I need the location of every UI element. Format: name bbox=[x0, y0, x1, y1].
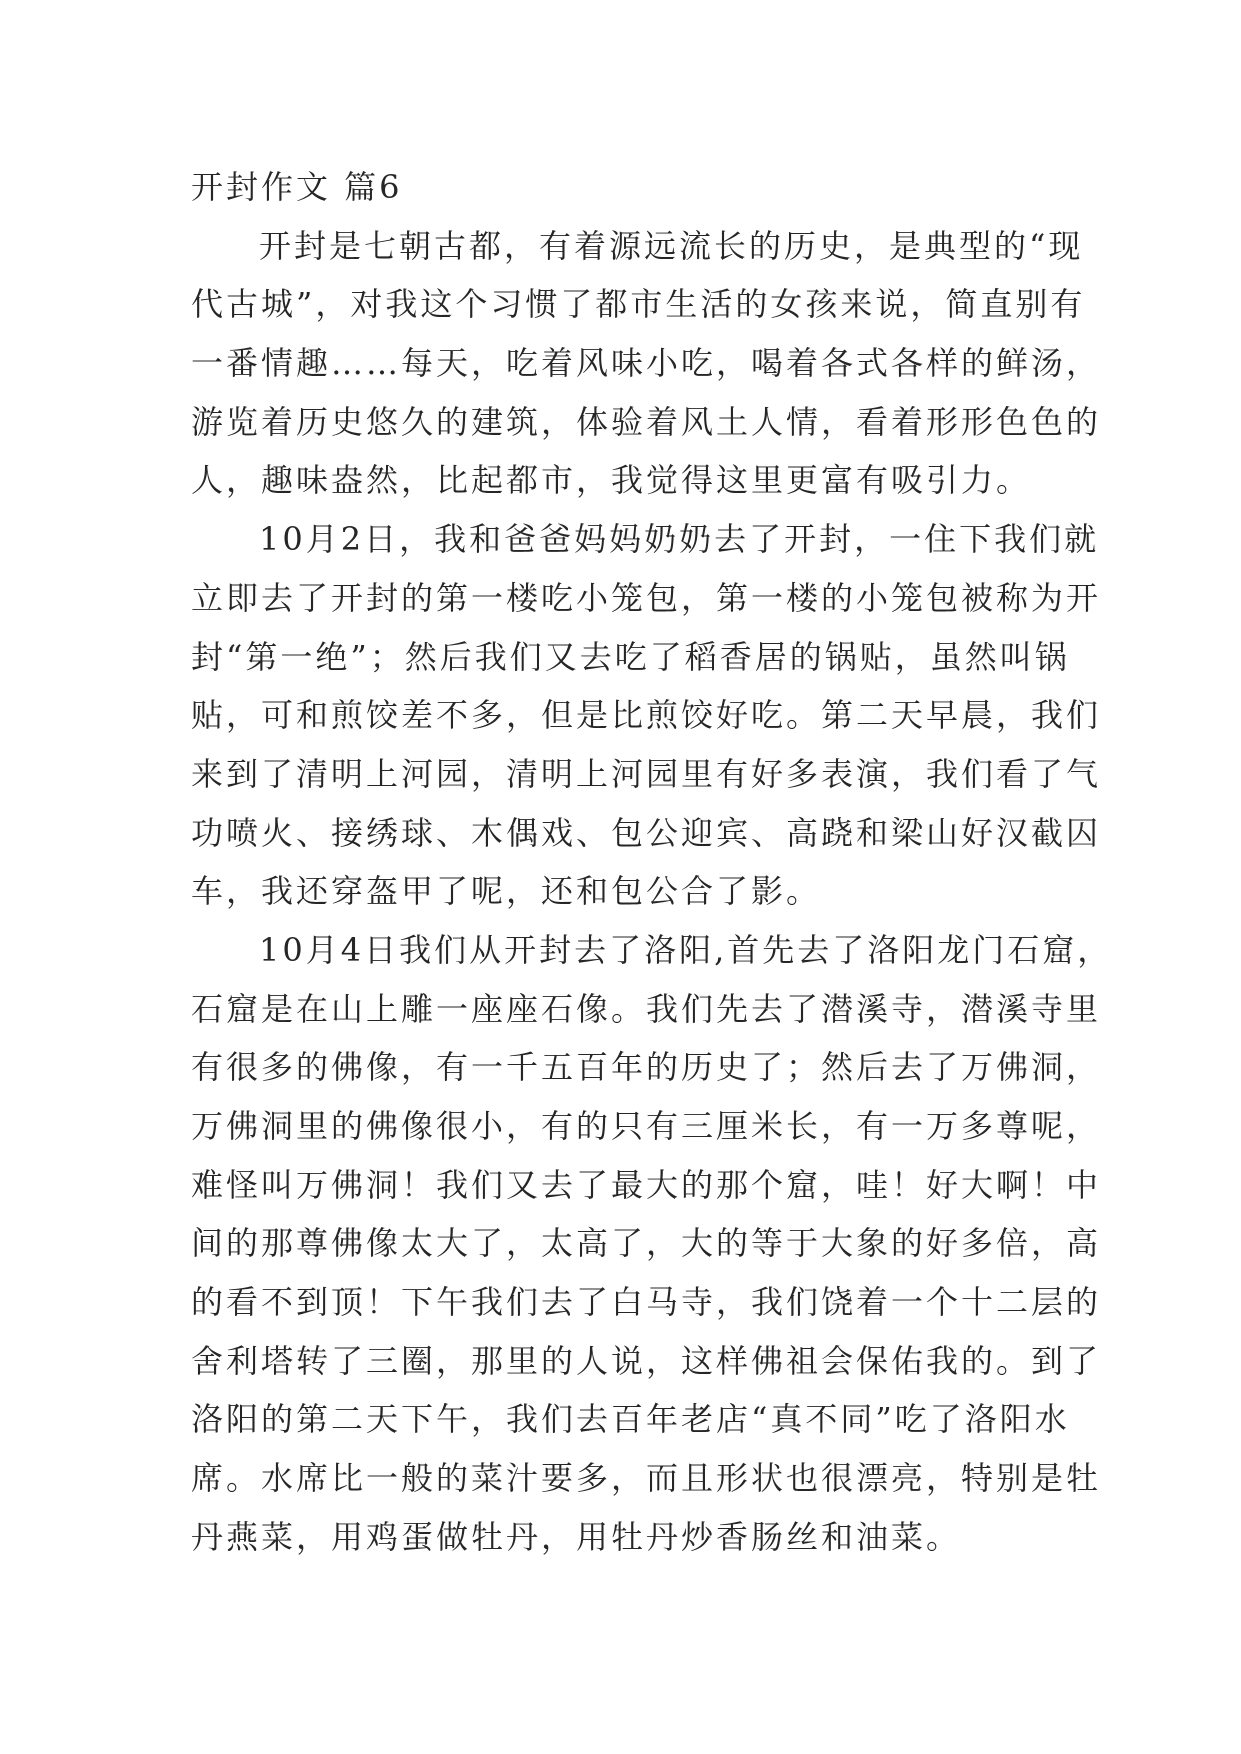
paragraph-line: 间的那尊佛像太大了，太高了，大的等于大象的好多倍，高 bbox=[191, 1224, 1102, 1263]
document-title: 开封作文 篇6 bbox=[191, 168, 403, 206]
paragraph-line: 10月4日我们从开封去了洛阳,首先去了洛阳龙门石窟， bbox=[259, 930, 1113, 969]
paragraph-line: 10月2日，我和爸爸妈妈奶奶去了开封，一住下我们就 bbox=[259, 520, 1100, 559]
paragraph-line: 游览着历史悠久的建筑，体验着风土人情，看着形形色色的 bbox=[191, 402, 1102, 441]
paragraph-line: 有很多的佛像，有一千五百年的历史了；然后去了万佛洞， bbox=[191, 1048, 1102, 1087]
paragraph-line: 一番情趣……每天，吃着风味小吃，喝着各式各样的鲜汤， bbox=[191, 344, 1102, 383]
paragraph-line: 石窟是在山上雕一座座石像。我们先去了潜溪寺，潜溪寺里 bbox=[191, 989, 1102, 1028]
paragraph-line: 万佛洞里的佛像很小，有的只有三厘米长，有一万多尊呢， bbox=[191, 1107, 1102, 1145]
paragraph-line: 贴，可和煎饺差不多，但是比煎饺好吃。第二天早晨，我们 bbox=[191, 696, 1102, 735]
paragraph-line: 舍利塔转了三圈，那里的人说，这样佛祖会保佑我的。到了 bbox=[191, 1341, 1102, 1380]
paragraph-line: 代古城”，对我这个习惯了都市生活的女孩来说，简直别有 bbox=[191, 285, 1086, 324]
paragraph-line: 席。水席比一般的菜汁要多，而且形状也很漂亮，特别是牡 bbox=[191, 1459, 1102, 1498]
paragraph-line: 难怪叫万佛洞！我们又去了最大的那个窟，哇！好大啊！中 bbox=[191, 1165, 1102, 1204]
paragraph-line: 功喷火、接绣球、木偶戏、包公迎宾、高跷和梁山好汉截囚 bbox=[191, 813, 1102, 852]
paragraph-line: 洛阳的第二天下午，我们去百年老店“真不同”吃了洛阳水 bbox=[191, 1400, 1070, 1439]
paragraph-line: 丹燕菜，用鸡蛋做牡丹，用牡丹炒香肠丝和油菜。 bbox=[191, 1517, 962, 1556]
paragraph-line: 开封是七朝古都，有着源远流长的历史，是典型的“现 bbox=[259, 226, 1084, 265]
document-body bbox=[191, 158, 1113, 1567]
paragraph-1 bbox=[191, 217, 1102, 510]
paragraph-line: 立即去了开封的第一楼吃小笼包，第一楼的小笼包被称为开 bbox=[191, 578, 1102, 617]
paragraph-2 bbox=[191, 510, 1102, 921]
paragraph-line: 车，我还穿盔甲了呢，还和包公合了影。 bbox=[191, 872, 822, 911]
paragraph-line: 来到了清明上河园，清明上河园里有好多表演，我们看了气 bbox=[191, 754, 1102, 793]
paragraph-line: 封“第一绝”；然后我们又去吃了稻香居的锅贴，虽然叫锅 bbox=[191, 637, 1070, 676]
paragraph-line: 人，趣味盎然，比起都市，我觉得这里更富有吸引力。 bbox=[191, 461, 1032, 500]
paragraph-line: 的看不到顶！下午我们去了白马寺，我们饶着一个十二层的 bbox=[191, 1283, 1102, 1322]
paragraph-3 bbox=[191, 921, 1113, 1567]
